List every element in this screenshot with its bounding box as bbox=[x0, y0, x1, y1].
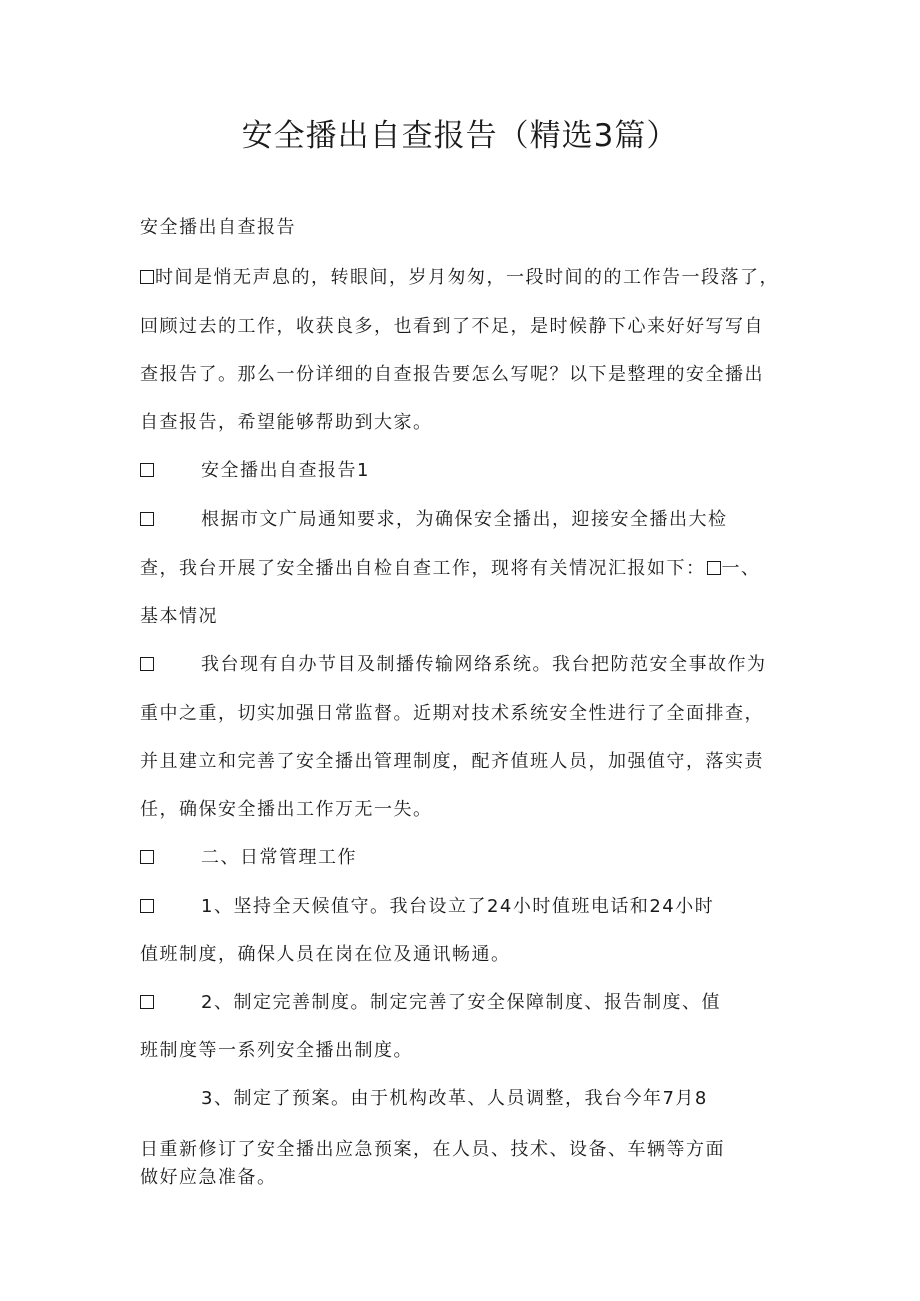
subsection-heading-text: 安全播出自查报告1 bbox=[201, 460, 370, 481]
placeholder-box-icon bbox=[140, 995, 154, 1009]
paragraph-line bbox=[140, 989, 721, 1017]
paragraph-text: 查，我台开展了安全播出自检自查工作，现将有关情况汇报如下： bbox=[140, 558, 706, 579]
paragraph-line bbox=[140, 1136, 725, 1164]
section-heading-text: 安全播出自查报告 bbox=[140, 217, 296, 238]
paragraph-line bbox=[140, 1164, 277, 1192]
subsection-heading bbox=[140, 844, 357, 872]
paragraph-text: 任，确保安全播出工作万无一失。 bbox=[140, 799, 433, 820]
paragraph-line bbox=[140, 893, 714, 921]
paragraph-text: 重中之重，切实加强日常监督。近期对技术系统安全性进行了全面排查， bbox=[140, 703, 764, 724]
paragraph-line bbox=[140, 941, 511, 969]
paragraph-line bbox=[140, 506, 728, 534]
paragraph-line bbox=[140, 603, 218, 631]
paragraph-text: 自查报告，希望能够帮助到大家。 bbox=[140, 412, 433, 433]
paragraph-line bbox=[140, 748, 764, 776]
paragraph-text: 查报告了。那么一份详细的自查报告要怎么写呢？以下是整理的安全播出 bbox=[140, 364, 764, 385]
document-title: 安全播出自查报告（精选3篇） bbox=[241, 118, 679, 154]
paragraph-text: 日重新修订了安全播出应急预案，在人员、技术、设备、车辆等方面 bbox=[140, 1139, 725, 1160]
paragraph-line bbox=[140, 700, 764, 728]
placeholder-box-icon bbox=[140, 463, 154, 477]
paragraph-line bbox=[201, 1085, 708, 1113]
placeholder-box-icon bbox=[140, 899, 154, 913]
placeholder-box-icon bbox=[140, 512, 154, 526]
paragraph-text: 值班制度，确保人员在岗在位及通讯畅通。 bbox=[140, 944, 511, 965]
paragraph-line bbox=[140, 555, 761, 583]
paragraph-text: 根据市文广局通知要求，为确保安全播出，迎接安全播出大检 bbox=[201, 509, 728, 530]
placeholder-box-icon bbox=[140, 657, 154, 671]
paragraph-text: 一、 bbox=[721, 558, 761, 579]
paragraph-line bbox=[140, 796, 433, 824]
paragraph-text: 2、制定完善制度。制定完善了安全保障制度、报告制度、值 bbox=[201, 992, 721, 1013]
paragraph-text: 3、制定了预案。由于机构改革、人员调整，我台今年7月8 bbox=[201, 1088, 708, 1109]
paragraph-text: 班制度等一系列安全播出制度。 bbox=[140, 1040, 413, 1061]
paragraph-text: 1、坚持全天候值守。我台设立了24小时值班电话和24小时 bbox=[201, 896, 715, 917]
paragraph-text: 做好应急准备。 bbox=[140, 1167, 277, 1188]
paragraph-line bbox=[140, 651, 767, 679]
paragraph-text: 回顾过去的工作，收获良多，也看到了不足，是时候静下心来好好写写自 bbox=[140, 316, 764, 337]
placeholder-box-icon bbox=[140, 850, 154, 864]
paragraph-line bbox=[140, 264, 779, 292]
placeholder-box-icon bbox=[707, 561, 721, 575]
paragraph-line bbox=[140, 409, 433, 437]
subsection-heading bbox=[140, 457, 370, 485]
paragraph-text: 我台现有自办节目及制播传输网络系统。我台把防范安全事故作为 bbox=[201, 654, 767, 675]
subsection-heading-text: 二、日常管理工作 bbox=[201, 847, 357, 868]
paragraph-line bbox=[140, 1037, 413, 1065]
paragraph-text: 并且建立和完善了安全播出管理制度，配齐值班人员，加强值守，落实责 bbox=[140, 751, 764, 772]
section-heading bbox=[140, 214, 296, 242]
paragraph-line bbox=[140, 361, 764, 389]
placeholder-box-icon bbox=[140, 270, 154, 284]
paragraph-line bbox=[140, 313, 764, 341]
paragraph-text: 时间是悄无声息的，转眼间，岁月匆匆，一段时间的的工作告一段落了， bbox=[155, 267, 779, 288]
paragraph-text: 基本情况 bbox=[140, 606, 218, 627]
